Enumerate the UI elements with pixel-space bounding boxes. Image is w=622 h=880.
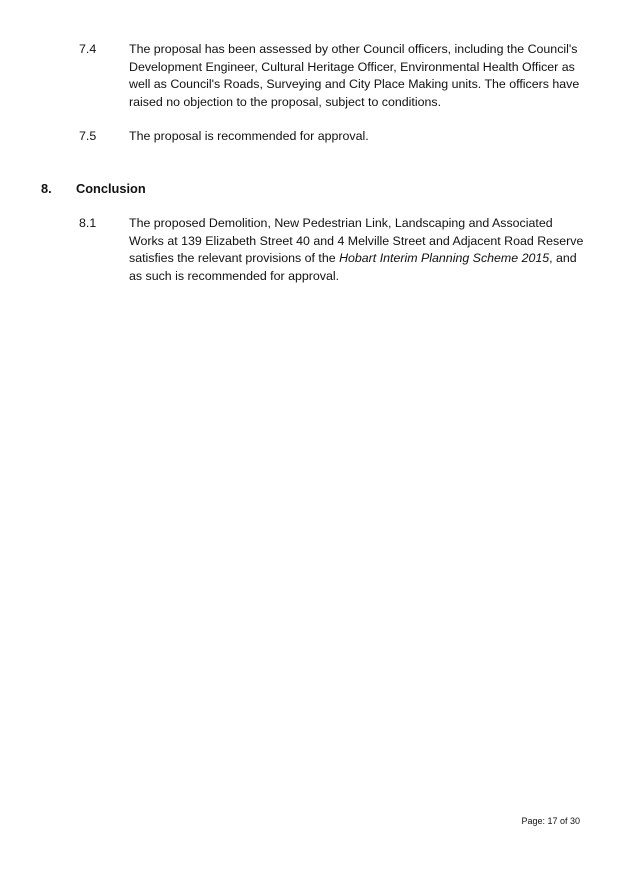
planning-scheme-title: Hobart Interim Planning Scheme 2015: [339, 251, 550, 265]
heading-number: 8.: [41, 181, 52, 196]
paragraph-text: The proposal is recommended for approval.: [129, 129, 369, 143]
paragraph-text-plain: The proposed Demolition, New Pedestrian Link, Landscaping and Associated Works at 139 Elizabeth Street 40 and 4 Melville Street and Adjacent Road Reserve satisfies the relevant provisions of the: [129, 216, 584, 265]
paragraph-7-4: [79, 41, 589, 113]
paragraph-number: 7.4: [79, 42, 97, 56]
paragraph-7-5: [79, 128, 589, 146]
paragraph-text: The proposal has been assessed by other Council officers, including the Council's Development Engineer, Cultural Heritage Officer, Environmental Health Officer as well as Council's Roads, Surveying and City Place Making units. The officers have raised no objection to the proposal, subject to conditions.: [129, 42, 580, 109]
page-number-footer: Page: 17 of 30: [521, 816, 580, 826]
paragraph-number: 7.5: [79, 129, 97, 143]
heading-title: Conclusion: [76, 181, 146, 196]
paragraph-text-plain-end: , and as such is recommended for approval.: [129, 251, 577, 283]
paragraph-text: [129, 215, 589, 285]
paragraph-8-1: [79, 215, 589, 287]
paragraph-number: 8.1: [79, 216, 97, 230]
